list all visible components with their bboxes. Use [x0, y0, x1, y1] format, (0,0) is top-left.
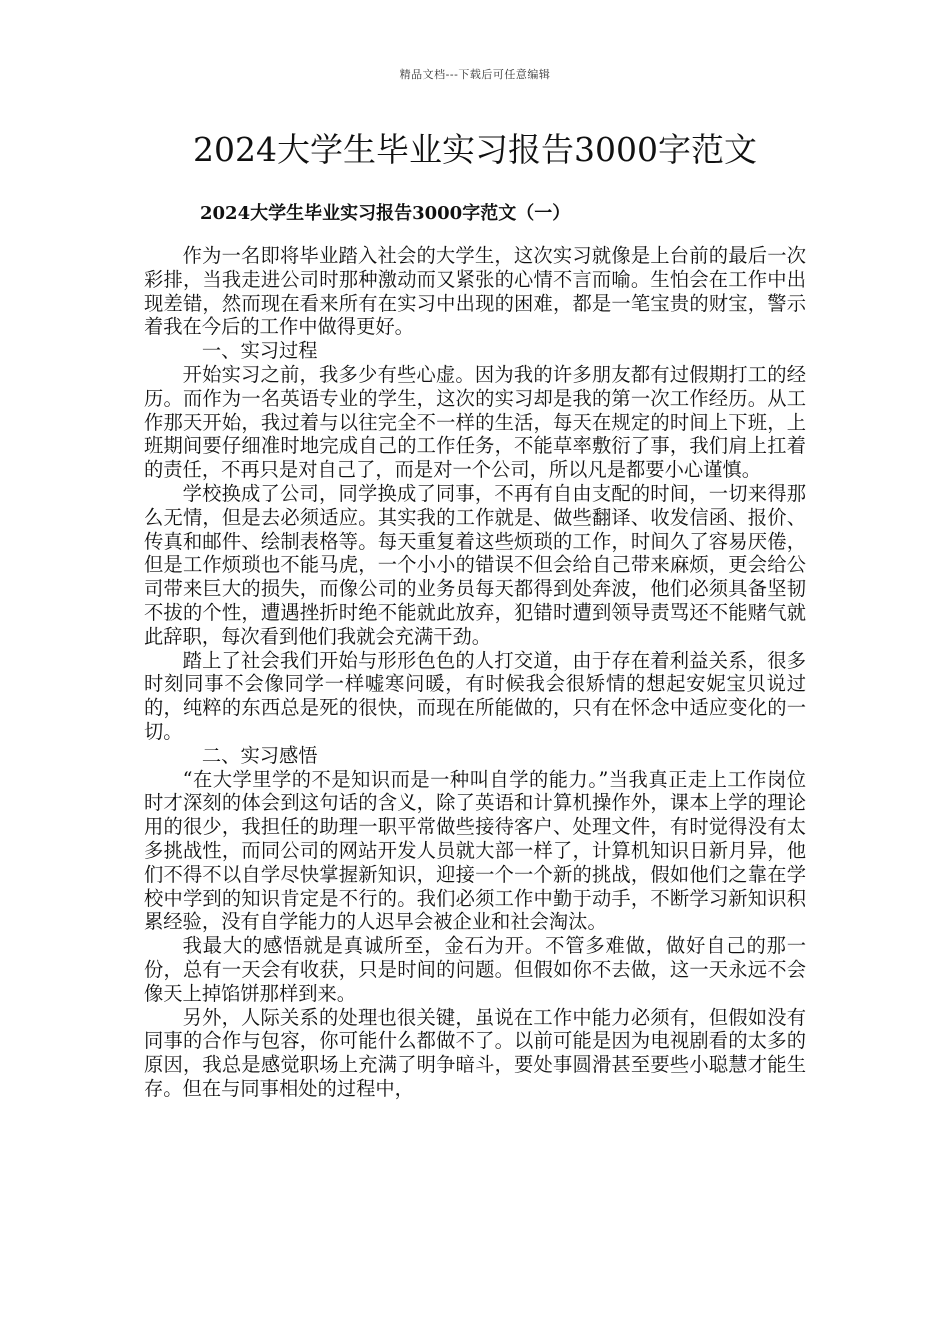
paragraph: 另外，人际关系的处理也很关键，虽说在工作中能力必须有，但假如没有同事的合作与包容，你可能什么都做不了。以前可能是因为电视剧看的太多的原因，我总是感觉职场上充满了明争暗斗，要处事圆滑甚至要些小聪慧才能生存。但在与同事相处的过程中，: [144, 1005, 806, 1100]
paragraph: “在大学里学的不是知识而是一种叫自学的能力。”当我真正走上工作岗位时才深刻的体会到这句话的含义，除了英语和计算机操作外，课本上学的理论用的很少，我担任的助理一职平常做些接待客户、处理文件，有时觉得没有太多挑战性，而同公司的网站开发人员就大部一样了，计算机知识日新月异，他们不得不以自学尽快掌握新知识，迎接一个一个新的挑战，假如他们之靠在学校中学到的知识肯定是不行的。我们必须工作中勤于动手，不断学习新知识积累经验，没有自学能力的人迟早会被企业和社会淘汰。: [144, 767, 806, 934]
document-subtitle: 2024大学生毕业实习报告3000字范文（一）: [200, 203, 571, 224]
paragraph: 我最大的感悟就是真诚所至，金石为开。不管多难做，做好自己的那一份，总有一天会有收获，只是时间的问题。但假如你不去做，这一天永远不会像天上掉馅饼那样到来。: [144, 934, 806, 1005]
section-heading: 一、实习过程: [201, 339, 318, 363]
paragraph: 踏上了社会我们开始与形形色色的人打交道，由于存在着利益关系，很多时刻同事不会像同学一样嘘寒问暖，有时候我会很矫情的想起安妮宝贝说过的，纯粹的东西总是死的很快，而现在所能做的，只有在怀念中适应变化的一切。: [144, 648, 806, 743]
document-title: 2024大学生毕业实习报告3000字范文: [193, 130, 757, 169]
header-note: 精品文档---下载后可任意编辑: [399, 68, 551, 81]
paragraph: 开始实习之前，我多少有些心虚。因为我的许多朋友都有过假期打工的经历。而作为一名英语专业的学生，这次的实习却是我的第一次工作经历。从工作那天开始，我过着与以往完全不一样的生活，每天在规定的时间上下班，上班期间要仔细准时地完成自己的工作任务，不能草率敷衍了事，我们肩上扛着的责任，不再只是对自己了，而是对一个公司，所以凡是都要小心谨慎。: [144, 362, 806, 482]
document-body: [144, 244, 806, 1101]
paragraph: 作为一名即将毕业踏入社会的大学生，这次实习就像是上台前的最后一次彩排，当我走进公司时那种激动而又紧张的心情不言而喻。生怕会在工作中出现差错，然而现在看来所有在实习中出现的困难，都是一笔宝贵的财宝，警示着我在今后的工作中做得更好。: [144, 244, 806, 339]
paragraph: 学校换成了公司，同学换成了同事，不再有自由支配的时间，一切来得那么无情，但是去必须适应。其实我的工作就是、做些翻译、收发信函、报价、传真和邮件、绘制表格等。每天重复着这些烦琐的工作，时间久了容易厌倦，但是工作烦琐也不能马虎，一个小小的错误不但会给自己带来麻烦，更会给公司带来巨大的损失，而像公司的业务员每天都得到处奔波，他们必须具备坚韧不拔的个性，遭遇挫折时绝不能就此放弃，犯错时遭到领导责骂还不能赌气就此辞职，每次看到他们我就会充满干劲。: [144, 481, 806, 648]
section-heading: 二、实习感悟: [201, 743, 318, 767]
